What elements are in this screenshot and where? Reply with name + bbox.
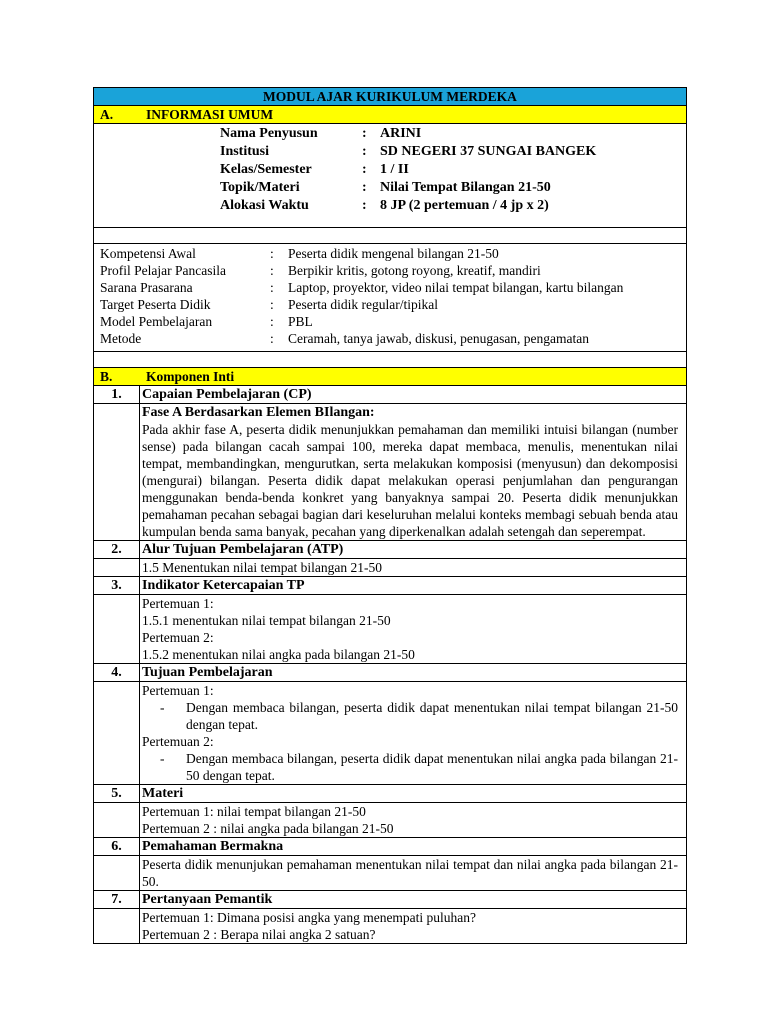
spacer-row — [94, 228, 686, 244]
meaningful-understanding-text: Peserta didik menunjukan pemahaman menentukan nilai tempat dan nilai angka pada bilangan 21-50. — [142, 857, 678, 889]
detail-row — [94, 313, 686, 330]
indicator-line: Pertemuan 2: — [142, 630, 214, 645]
section-2-header — [94, 541, 686, 559]
info-key: Topik/Materi — [220, 180, 300, 195]
detail-row — [94, 330, 686, 347]
info-key: Institusi — [220, 144, 270, 159]
info-value: Nilai Tempat Bilangan 21-50 — [380, 180, 551, 195]
detail-value: Peserta didik regular/tipikal — [288, 297, 438, 312]
info-value: ARINI — [380, 126, 422, 141]
detail-key: Model Pembelajaran — [100, 314, 213, 329]
info-value: SD NEGERI 37 SUNGAI BANGEK — [380, 144, 597, 159]
section-4-header — [94, 664, 686, 682]
detail-colon: : — [270, 297, 274, 312]
section-b-code: B. — [100, 369, 113, 384]
section-2-body — [94, 559, 686, 577]
number-cell — [94, 803, 140, 837]
detail-row — [94, 279, 686, 296]
section-number: 4. — [94, 664, 140, 681]
detail-colon: : — [270, 263, 274, 278]
info-row — [94, 161, 686, 178]
number-cell — [94, 909, 140, 943]
goal-item — [142, 699, 678, 733]
detail-row — [94, 296, 686, 313]
info-key: Nama Penyusun — [220, 126, 318, 141]
section-number: 3. — [94, 577, 140, 594]
section-3-body — [94, 595, 686, 664]
section-5-header — [94, 785, 686, 803]
detail-key: Target Peserta Didik — [100, 297, 211, 312]
atp-line: 1.5 Menentukan nilai tempat bilangan 21-50 — [142, 560, 382, 575]
question-line: Pertemuan 1: Dimana posisi angka yang menempati puluhan? — [142, 910, 477, 925]
section-title: Capaian Pembelajaran (CP) — [142, 387, 312, 402]
indicator-line: Pertemuan 1: — [142, 596, 214, 611]
modul-ajar-table — [93, 87, 687, 944]
section-number: 6. — [94, 838, 140, 855]
section-4-content — [140, 682, 686, 784]
number-cell — [94, 559, 140, 576]
section-1-body — [94, 404, 686, 541]
section-a-code: A. — [100, 107, 114, 122]
section-1-content — [140, 404, 686, 540]
section-a-header — [94, 106, 686, 124]
section-a-title: INFORMASI UMUM — [146, 107, 274, 122]
detail-row — [94, 245, 686, 262]
section-title: Pemahaman Bermakna — [142, 839, 284, 854]
info-row — [94, 125, 686, 142]
section-number: 7. — [94, 891, 140, 908]
section-7-content — [140, 909, 686, 943]
info-colon: : — [362, 144, 367, 159]
number-cell — [94, 404, 140, 540]
detail-value: Ceramah, tanya jawab, diskusi, penugasan, pengamatan — [288, 331, 590, 346]
goal-text: Dengan membaca bilangan, peserta didik dapat menentukan nilai angka pada bilangan 21-50 dengan tepat. — [186, 751, 678, 783]
section-number: 1. — [94, 386, 140, 403]
meeting-label: Pertemuan 2: — [142, 734, 214, 749]
detail-colon: : — [270, 331, 274, 346]
detail-key: Kompetensi Awal — [100, 246, 196, 261]
section-5-content — [140, 803, 686, 837]
info-colon: : — [362, 126, 367, 141]
meeting-label: Pertemuan 1: — [142, 683, 214, 698]
cp-paragraph: Pada akhir fase A, peserta didik menunjukkan pemahaman dan memiliki intuisi bilangan (number sense) pada bilangan cacah sampai 100, mereka dapat membaca, menulis, menentukan nilai tempat, membandingkan, mengurutkan, serta melakukan komposisi (menyusun) dan dekomposisi (mengurai) bilangan. Peserta didik dapat melakukan operasi penjumlahan dan pengurangan menggunakan benda-benda konkret yang banyaknya sampai 20. Peserta didik menunjukkan pemahaman pecahan sebagai bagian dari keseluruhan melalui konteks membagi sebuah benda atau kumpulan benda sama banyak, pecahan yang diperkenalkan adalah setengah dan seperempat. — [142, 422, 678, 539]
section-4-body — [94, 682, 686, 785]
section-title: Indikator Ketercapaian TP — [142, 578, 305, 593]
section-6-header — [94, 838, 686, 856]
info-colon: : — [362, 198, 367, 213]
section-title: Tujuan Pembelajaran — [142, 665, 273, 680]
section-title: Alur Tujuan Pembelajaran (ATP) — [142, 542, 344, 557]
info-row — [94, 197, 686, 214]
details-block — [94, 244, 686, 352]
detail-colon: : — [270, 246, 274, 261]
detail-value: Peserta didik mengenal bilangan 21-50 — [288, 246, 499, 261]
section-6-body — [94, 856, 686, 891]
detail-key: Metode — [100, 331, 142, 346]
info-value: 8 JP (2 pertemuan / 4 jp x 2) — [380, 198, 549, 213]
info-key: Alokasi Waktu — [220, 198, 309, 213]
dash-bullet: - — [160, 700, 165, 715]
general-info-block — [94, 124, 686, 228]
detail-row — [94, 262, 686, 279]
info-row — [94, 179, 686, 196]
section-1-header — [94, 386, 686, 404]
detail-key: Sarana Prasarana — [100, 280, 193, 295]
question-line: Pertemuan 2 : Berapa nilai angka 2 satuan? — [142, 927, 376, 942]
indicator-line: 1.5.1 menentukan nilai tempat bilangan 21-50 — [142, 613, 391, 628]
goal-text: Dengan membaca bilangan, peserta didik dapat menentukan nilai tempat bilangan 21-50 dengan tepat. — [186, 700, 678, 732]
info-row — [94, 143, 686, 160]
detail-value: Laptop, proyektor, video nilai tempat bilangan, kartu bilangan — [288, 280, 624, 295]
number-cell — [94, 595, 140, 663]
section-7-body — [94, 909, 686, 943]
info-colon: : — [362, 162, 367, 177]
number-cell — [94, 682, 140, 784]
detail-colon: : — [270, 314, 274, 329]
info-value: 1 / II — [380, 162, 409, 177]
section-3-header — [94, 577, 686, 595]
section-number: 2. — [94, 541, 140, 558]
section-7-header — [94, 891, 686, 909]
info-key: Kelas/Semester — [220, 162, 312, 177]
detail-value: PBL — [288, 314, 313, 329]
section-title: Pertanyaan Pemantik — [142, 892, 273, 907]
spacer-row — [94, 352, 686, 368]
section-b-title: Komponen Inti — [146, 369, 235, 384]
detail-value: Berpikir kritis, gotong royong, kreatif, mandiri — [288, 263, 541, 278]
document-title: MODUL AJAR KURIKULUM MERDEKA — [94, 88, 686, 106]
goal-item — [142, 750, 678, 784]
info-colon: : — [362, 180, 367, 195]
section-number: 5. — [94, 785, 140, 802]
section-b-header — [94, 368, 686, 386]
section-title: Materi — [142, 786, 184, 801]
section-5-body — [94, 803, 686, 838]
materi-line: Pertemuan 1: nilai tempat bilangan 21-50 — [142, 804, 366, 819]
section-3-content — [140, 595, 686, 663]
dash-bullet: - — [160, 751, 165, 766]
indicator-line: 1.5.2 menentukan nilai angka pada bilangan 21-50 — [142, 647, 415, 662]
cp-subtitle: Fase A Berdasarkan Elemen BIlangan: — [142, 405, 375, 420]
detail-key: Profil Pelajar Pancasila — [100, 263, 226, 278]
detail-colon: : — [270, 280, 274, 295]
materi-line: Pertemuan 2 : nilai angka pada bilangan 21-50 — [142, 821, 394, 836]
number-cell — [94, 856, 140, 890]
